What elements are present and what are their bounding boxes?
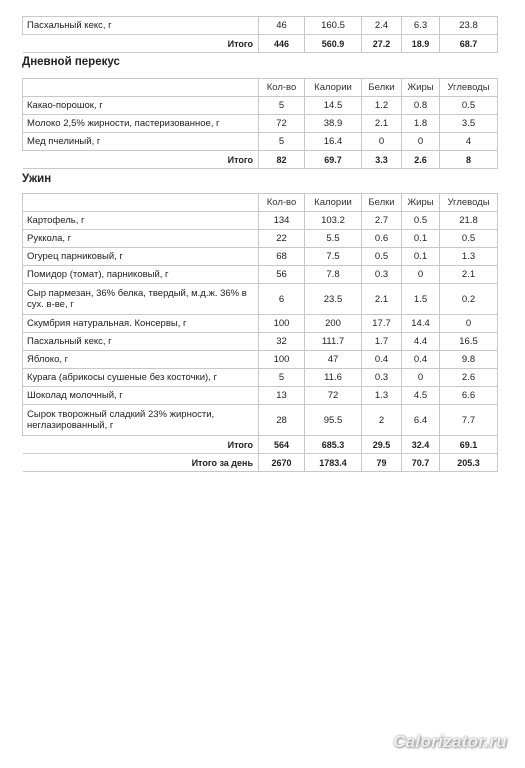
table-row bbox=[23, 248, 498, 266]
total-fat: 32.4 bbox=[402, 436, 440, 454]
value-fat: 6.3 bbox=[402, 17, 440, 35]
value-fat: 14.4 bbox=[402, 315, 440, 333]
food-name: Яблоко, г bbox=[23, 351, 259, 369]
table-row bbox=[23, 266, 498, 284]
food-name: Сыр пармезан, 36% белка, твердый, м.д.ж. 36% в сух. в-ве, г bbox=[23, 284, 259, 315]
table-row bbox=[23, 230, 498, 248]
value-protein: 2.7 bbox=[362, 212, 402, 230]
value-carbs: 21.8 bbox=[440, 212, 498, 230]
total-protein: 27.2 bbox=[362, 35, 402, 53]
value-kcal: 14.5 bbox=[305, 97, 362, 115]
value-qty: 22 bbox=[259, 230, 305, 248]
snack-rows bbox=[23, 79, 498, 169]
food-name: Курага (абрикосы сушеные без косточки), г bbox=[23, 369, 259, 387]
table-row bbox=[23, 115, 498, 133]
header-fat: Жиры bbox=[402, 79, 440, 97]
value-fat: 6.4 bbox=[402, 405, 440, 436]
value-carbs: 16.5 bbox=[440, 333, 498, 351]
total-qty: 82 bbox=[259, 151, 305, 169]
value-protein: 0 bbox=[362, 133, 402, 151]
table-row bbox=[23, 387, 498, 405]
value-carbs: 3.5 bbox=[440, 115, 498, 133]
value-fat: 0 bbox=[402, 133, 440, 151]
total-label: Итого bbox=[23, 436, 259, 454]
value-kcal: 11.6 bbox=[305, 369, 362, 387]
food-name: Молоко 2,5% жирности, пастеризованное, г bbox=[23, 115, 259, 133]
dinner-table bbox=[22, 193, 498, 472]
value-fat: 0 bbox=[402, 369, 440, 387]
value-qty: 32 bbox=[259, 333, 305, 351]
value-protein: 2.1 bbox=[362, 284, 402, 315]
value-kcal: 111.7 bbox=[305, 333, 362, 351]
food-name: Огурец парниковый, г bbox=[23, 248, 259, 266]
value-protein: 0.6 bbox=[362, 230, 402, 248]
value-carbs: 0.5 bbox=[440, 97, 498, 115]
value-fat: 1.8 bbox=[402, 115, 440, 133]
value-carbs: 2.1 bbox=[440, 266, 498, 284]
total-protein: 3.3 bbox=[362, 151, 402, 169]
total-row bbox=[23, 35, 498, 53]
value-protein: 1.2 bbox=[362, 97, 402, 115]
value-carbs: 0.2 bbox=[440, 284, 498, 315]
day-total-label: Итого за день bbox=[23, 454, 259, 472]
value-fat: 0.1 bbox=[402, 248, 440, 266]
value-kcal: 7.8 bbox=[305, 266, 362, 284]
value-protein: 2 bbox=[362, 405, 402, 436]
value-qty: 68 bbox=[259, 248, 305, 266]
table-header-row bbox=[23, 194, 498, 212]
value-fat: 4.5 bbox=[402, 387, 440, 405]
value-qty: 56 bbox=[259, 266, 305, 284]
value-protein: 17.7 bbox=[362, 315, 402, 333]
table-row bbox=[23, 369, 498, 387]
table-row bbox=[23, 405, 498, 436]
header-blank bbox=[23, 79, 259, 97]
value-qty: 46 bbox=[259, 17, 305, 35]
value-qty: 6 bbox=[259, 284, 305, 315]
value-fat: 0.4 bbox=[402, 351, 440, 369]
value-kcal: 160.5 bbox=[305, 17, 362, 35]
value-qty: 28 bbox=[259, 405, 305, 436]
value-carbs: 9.8 bbox=[440, 351, 498, 369]
value-carbs: 0.5 bbox=[440, 230, 498, 248]
value-kcal: 47 bbox=[305, 351, 362, 369]
total-label: Итого bbox=[23, 35, 259, 53]
value-carbs: 7.7 bbox=[440, 405, 498, 436]
table-header-row bbox=[23, 79, 498, 97]
food-name: Пасхальный кекс, г bbox=[23, 17, 259, 35]
total-row bbox=[23, 436, 498, 454]
snack-table bbox=[22, 78, 498, 169]
header-blank bbox=[23, 194, 259, 212]
value-qty: 5 bbox=[259, 133, 305, 151]
header-carbs: Углеводы bbox=[440, 79, 498, 97]
value-kcal: 7.5 bbox=[305, 248, 362, 266]
value-fat: 0.5 bbox=[402, 212, 440, 230]
day-total-row bbox=[23, 454, 498, 472]
value-protein: 1.7 bbox=[362, 333, 402, 351]
value-kcal: 23.5 bbox=[305, 284, 362, 315]
value-kcal: 38.9 bbox=[305, 115, 362, 133]
table-row bbox=[23, 97, 498, 115]
value-fat: 0.8 bbox=[402, 97, 440, 115]
value-protein: 0.4 bbox=[362, 351, 402, 369]
food-name: Какао-порошок, г bbox=[23, 97, 259, 115]
dinner-heading: Ужин bbox=[22, 173, 52, 185]
food-name: Скумбрия натуральная. Консервы, г bbox=[23, 315, 259, 333]
value-protein: 2.1 bbox=[362, 115, 402, 133]
value-carbs: 23.8 bbox=[440, 17, 498, 35]
food-name: Пасхальный кекс, г bbox=[23, 333, 259, 351]
day-total-protein: 79 bbox=[362, 454, 402, 472]
value-protein: 0.5 bbox=[362, 248, 402, 266]
value-fat: 4.4 bbox=[402, 333, 440, 351]
food-name: Мед пчелиный, г bbox=[23, 133, 259, 151]
header-qty: Кол-во bbox=[259, 194, 305, 212]
table-row bbox=[23, 284, 498, 315]
total-row bbox=[23, 151, 498, 169]
value-protein: 0.3 bbox=[362, 266, 402, 284]
value-kcal: 72 bbox=[305, 387, 362, 405]
total-protein: 29.5 bbox=[362, 436, 402, 454]
value-carbs: 1.3 bbox=[440, 248, 498, 266]
header-protein: Белки bbox=[362, 194, 402, 212]
table-row bbox=[23, 212, 498, 230]
header-fat: Жиры bbox=[402, 194, 440, 212]
food-name: Картофель, г bbox=[23, 212, 259, 230]
food-name: Шоколад молочный, г bbox=[23, 387, 259, 405]
value-carbs: 6.6 bbox=[440, 387, 498, 405]
table-row bbox=[23, 351, 498, 369]
value-protein: 2.4 bbox=[362, 17, 402, 35]
table-row bbox=[23, 315, 498, 333]
header-protein: Белки bbox=[362, 79, 402, 97]
value-protein: 1.3 bbox=[362, 387, 402, 405]
value-qty: 5 bbox=[259, 97, 305, 115]
food-name: Сырок творожный сладкий 23% жирности, неглазированный, г bbox=[23, 405, 259, 436]
day-total-carbs: 205.3 bbox=[440, 454, 498, 472]
total-kcal: 560.9 bbox=[305, 35, 362, 53]
value-fat: 1.5 bbox=[402, 284, 440, 315]
food-name: Помидор (томат), парниковый, г bbox=[23, 266, 259, 284]
header-kcal: Калории bbox=[305, 194, 362, 212]
table-row bbox=[23, 333, 498, 351]
total-fat: 2.6 bbox=[402, 151, 440, 169]
total-carbs: 69.1 bbox=[440, 436, 498, 454]
value-carbs: 4 bbox=[440, 133, 498, 151]
value-kcal: 16.4 bbox=[305, 133, 362, 151]
total-fat: 18.9 bbox=[402, 35, 440, 53]
table-row bbox=[23, 133, 498, 151]
value-kcal: 95.5 bbox=[305, 405, 362, 436]
total-label: Итого bbox=[23, 151, 259, 169]
total-kcal: 69.7 bbox=[305, 151, 362, 169]
site-watermark: Calorizator.ru bbox=[393, 732, 507, 751]
value-qty: 5 bbox=[259, 369, 305, 387]
header-qty: Кол-во bbox=[259, 79, 305, 97]
day-total-qty: 2670 bbox=[259, 454, 305, 472]
value-carbs: 2.6 bbox=[440, 369, 498, 387]
day-total-kcal: 1783.4 bbox=[305, 454, 362, 472]
value-qty: 134 bbox=[259, 212, 305, 230]
value-kcal: 5.5 bbox=[305, 230, 362, 248]
breakfast-rows bbox=[23, 17, 498, 53]
value-qty: 100 bbox=[259, 315, 305, 333]
value-qty: 72 bbox=[259, 115, 305, 133]
header-carbs: Углеводы bbox=[440, 194, 498, 212]
day-total-fat: 70.7 bbox=[402, 454, 440, 472]
table-row bbox=[23, 17, 498, 35]
snack-heading: Дневной перекус bbox=[22, 56, 120, 68]
value-kcal: 200 bbox=[305, 315, 362, 333]
total-qty: 446 bbox=[259, 35, 305, 53]
header-kcal: Калории bbox=[305, 79, 362, 97]
value-qty: 13 bbox=[259, 387, 305, 405]
value-kcal: 103.2 bbox=[305, 212, 362, 230]
value-fat: 0 bbox=[402, 266, 440, 284]
value-protein: 0.3 bbox=[362, 369, 402, 387]
total-kcal: 685.3 bbox=[305, 436, 362, 454]
value-carbs: 0 bbox=[440, 315, 498, 333]
total-carbs: 8 bbox=[440, 151, 498, 169]
value-fat: 0.1 bbox=[402, 230, 440, 248]
value-qty: 100 bbox=[259, 351, 305, 369]
total-qty: 564 bbox=[259, 436, 305, 454]
breakfast-table bbox=[22, 16, 498, 53]
total-carbs: 68.7 bbox=[440, 35, 498, 53]
dinner-rows bbox=[23, 194, 498, 472]
food-name: Руккола, г bbox=[23, 230, 259, 248]
